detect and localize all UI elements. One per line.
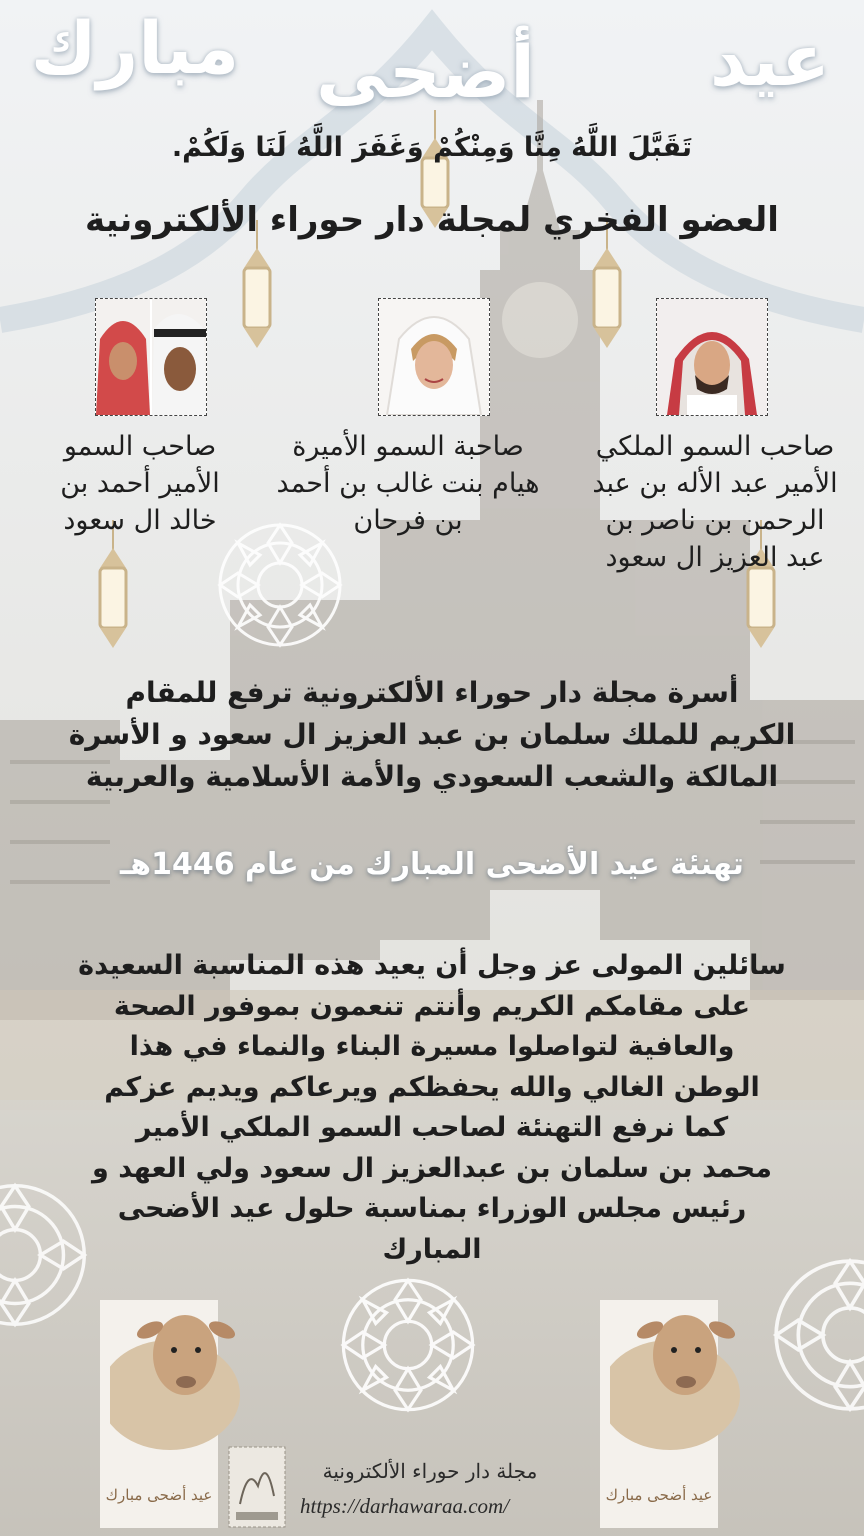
member-name-line: صاحب السمو (63, 431, 217, 462)
member-name-line: صاحب السمو الملكي (595, 431, 835, 462)
member-name-2 (252, 428, 564, 539)
man-in-shemagh-portrait-icon (657, 299, 767, 415)
mandala-icon (338, 1275, 478, 1415)
message-body (20, 946, 844, 1270)
member-name-1 (560, 428, 864, 576)
sheep-card-caption: عيد أضحى مبارك (105, 1486, 213, 1504)
greeting-word-eid: عيد (709, 18, 831, 102)
sheep-card-right (600, 1300, 718, 1528)
message-body-line: سائلين المولى عز وجل أن يعيد هذه المناسبة السعيدة (78, 950, 786, 981)
sheep-card-left (100, 1300, 218, 1528)
message-body-line: محمد بن سلمان بن عبدالعزيز ال سعود ولي العهد و (92, 1152, 772, 1184)
magazine-url[interactable]: https://darhawaraa.com/ (300, 1494, 510, 1518)
message-body-line: كما نرفع التهنئة لصاحب السمو الملكي الأمير (135, 1112, 729, 1143)
member-photo-1 (656, 298, 768, 416)
message-intro (30, 672, 834, 798)
member-name-line: عبد العزيز ال سعود (605, 542, 825, 573)
message-body-line: الوطن الغالي والله يحفظكم ويرعاكم ويديم عزكم (104, 1071, 760, 1103)
message-body-line: والعافية لتواصلوا مسيرة البناء والنماء في هذا (129, 1031, 735, 1062)
message-intro-line: المالكة والشعب السعودي والأمة الأسلامية والعربية (85, 760, 779, 793)
member-photo-3 (95, 298, 207, 416)
member-name-line: خالد ال سعود (63, 505, 217, 536)
sheep-icon (110, 1300, 250, 1450)
member-name-line: هيام بنت غالب بن أحمد (276, 468, 540, 499)
woman-in-white-headscarf-portrait-icon (379, 299, 489, 415)
message-body-line: على مقامكم الكريم وأنتم تنعمون بموفور الصحة (113, 990, 751, 1022)
sheep-icon (610, 1300, 750, 1450)
member-name-line: الأمير أحمد بن (60, 468, 220, 499)
congratulations-heading: تهنئة عيد الأضحى المبارك من عام 1446هـ (120, 847, 744, 882)
greeting-word-mubarak: مبارك (30, 6, 240, 90)
hanging-lantern-icon (88, 520, 138, 650)
member-photo-2 (378, 298, 490, 416)
message-body-line: رئيس مجلس الوزراء بمناسبة حلول عيد الأضحى (117, 1193, 747, 1224)
greeting-word-adha: أضحى (316, 30, 535, 114)
honorary-member-title: العضو الفخري لمجلة دار حوراء الألكترونية (85, 200, 779, 240)
magazine-name: مجلة دار حوراء الألكترونية (322, 1459, 538, 1483)
sheep-card-caption: عيد أضحى مبارك (605, 1486, 713, 1504)
magazine-logo-icon (228, 1446, 286, 1528)
member-name-line: الرحمن بن ناصر بن (605, 505, 825, 536)
two-men-portrait-icon (96, 299, 206, 415)
message-intro-line: أسرة مجلة دار حوراء الألكترونية ترفع للمقام (125, 676, 739, 709)
dua-text: تَقَبَّلَ اللَّهُ مِنَّا وَمِنْكُمْ وَغَفَرَ اللَّهُ لَنَا وَلَكُمْ. (171, 132, 693, 163)
member-name-line: الأمير عبد الأله بن عبد (592, 468, 838, 499)
member-name-line: صاحبة السمو الأميرة (292, 431, 524, 462)
mandala-icon (215, 520, 345, 650)
member-name-line: بن فرحان (353, 505, 463, 536)
message-intro-line: الكريم للملك سلمان بن عبد العزيز ال سعود و الأسرة (68, 718, 796, 751)
mandala-icon (770, 1255, 864, 1415)
member-name-3 (30, 428, 250, 539)
message-body-line: المبارك (382, 1233, 482, 1265)
